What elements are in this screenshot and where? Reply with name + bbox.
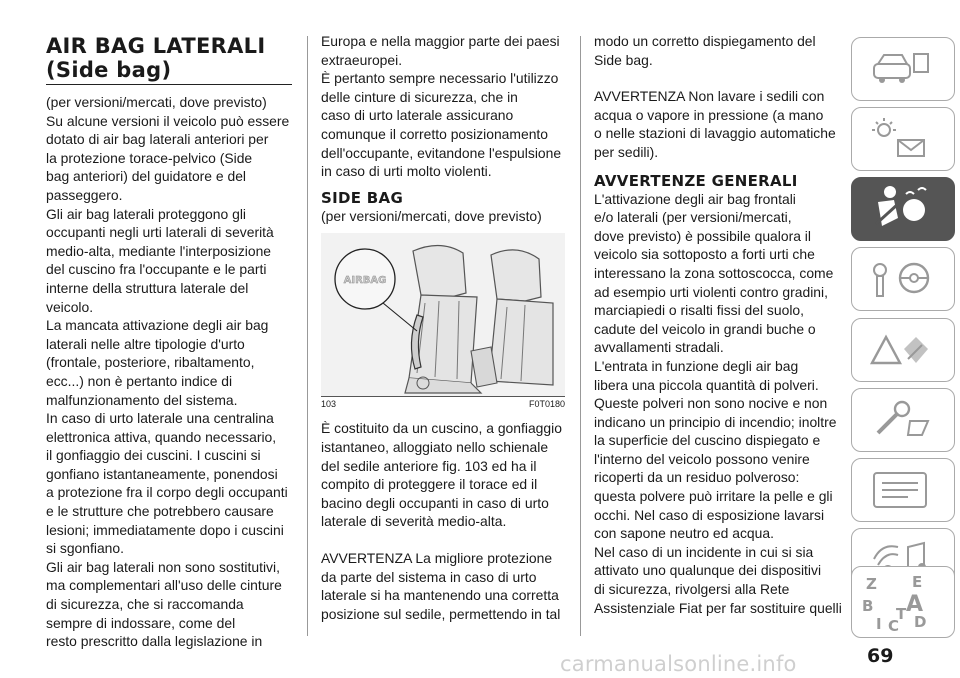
index-letter: Z [866,575,877,593]
text-line: Europa e nella maggior parte dei paesi [321,33,560,49]
column-divider-2 [580,36,581,636]
figure-103 [321,233,565,396]
sidebar-tab-emergency-warning[interactable] [851,318,955,382]
text-line: si sgonfiano. [46,540,124,557]
figure-code: F0T0180 [528,399,565,410]
text-line: comunque il corretto posizionamento [321,125,549,142]
column-3 [594,32,844,617]
text-line: o nelle stazioni di lavaggio automatiche [594,125,836,142]
text-line: acqua o vapore in pressione (a mano [594,106,824,123]
index-letter: T [896,605,907,623]
text-line: laterale di severità medio-alta. [321,513,507,530]
emergency-warning-icon [852,319,948,381]
column-3-body-a [594,32,844,69]
airbag-label: AIRBAG [343,275,387,287]
text-line: occhi. Nel caso di esposizione lavarsi [594,506,825,523]
text-line: la protezione torace-pelvico (Side [46,149,253,166]
text-line: del sedile anteriore fig. 103 ed ha il [321,457,537,474]
text-line: interne della struttura laterale del [46,279,249,296]
text-line: ma complementari all'uso delle cinture [46,577,282,594]
text-line: ricoperti da un residuo polveroso: [594,469,800,486]
text-line: malfunzionamento del sistema. [46,391,238,408]
text-line: a protezione fra il corpo degli occupanti [46,484,288,501]
index-letter: I [876,615,882,633]
text-line: Queste polveri non sono nocive e non [594,395,828,412]
index-letter: B [862,597,874,615]
text-line: dotato di air bag laterali anteriori per [46,131,269,148]
text-line: di sicurezza, rivolgersi alla Rete [594,581,790,598]
text-line: Side bag. [594,51,653,68]
text-line: ecc...) non è pertanto indice di [46,372,233,389]
text-line: istantaneo, alloggiato nello schienale [321,438,549,455]
text-line: L'attivazione degli air bag frontali [594,190,796,207]
index-icon [852,567,948,637]
text-line: interessano la zona sottoscocca, come [594,264,834,281]
text-line: resto prescritto dalla legislazione in [46,633,263,650]
column-divider-1 [307,36,308,636]
text-line: gonfiano istantaneamente, ponendosi [46,465,278,482]
technical-data-icon [852,459,948,521]
text-line: bacino degli occupanti in caso di urto [321,494,549,511]
text-line: modo un corretto dispiegamento del [594,33,816,49]
title-underline [46,84,292,85]
text-line: È pertanto sempre necessario l'utilizzo [321,70,559,87]
text-line: laterali nelle altre tipologie d'urto [46,335,245,352]
text-line: occupanti negli urti laterali di severità [46,224,274,241]
page-number: 69 [867,645,894,667]
text-line: elettronica attiva, quando necessario, [46,428,277,445]
text-line: cadute del veicolo in grandi buche o [594,320,816,337]
text-line: avvallamenti stradali. [594,339,724,356]
text-line: delle cinture di sicurezza, che in [321,88,518,105]
figure-number: 103 [321,399,337,410]
column-2 [321,32,565,623]
text-line: da parte del sistema in caso di urto [321,568,537,585]
car-info-icon [852,38,948,100]
text-line: sempre di indossare, come del [46,614,236,631]
text-line: È costituito da un cuscino, a gonfiaggio [321,420,562,437]
footer-watermark: carmanualsonline.info [560,652,797,676]
sidebar-tab-maintenance-wrench[interactable] [851,388,955,452]
side-bag-heading: SIDE BAG [321,188,404,207]
text-line: passeggero. [46,186,123,203]
text-line: ad esempio urti violenti contro gradini, [594,283,828,300]
text-line: dell'occupante, evitandone l'espulsione [321,144,562,161]
column-2-body-c [321,549,565,623]
sidebar-tab-technical-data[interactable] [851,458,955,522]
index-letter: A [906,592,924,617]
text-line: con sapone neutro ed acqua. [594,525,774,542]
index-letter: C [888,617,900,635]
column-1-body [46,93,296,651]
column-1 [46,34,296,651]
text-line: in caso di urti molto violenti. [321,163,492,180]
text-line: Nel caso di un incidente in cui si sia [594,543,814,560]
warning-lights-icon [852,108,948,170]
text-line: indicano un principio di incendio; inoltre [594,413,837,430]
general-warnings-heading: AVVERTENZE GENERALI [594,171,798,190]
text-line: veicolo. [46,298,94,315]
text-line: attivato uno qualunque dei dispositivi [594,562,822,579]
text-line: la superficie del cuscino dispiegato e [594,432,821,449]
column-2-body-b [321,419,565,531]
section-title [46,34,296,82]
text-line: questa polvere può irritare la pelle e gli [594,488,833,505]
seat-belt-airbag-icon [852,178,948,240]
sidebar-tab-warning-lights[interactable] [851,107,955,171]
text-line: Assistenziale Fiat per far sostituire quelli [594,599,842,616]
sidebar-tab-car-info[interactable] [851,37,955,101]
car-seat-illustration [321,233,565,396]
text-line: (frontale, posteriore, ribaltamento, [46,354,255,371]
text-line: La mancata attivazione degli air bag [46,317,269,334]
column-3-body-b [594,87,844,161]
text-line: L'entrata in funzione degli air bag [594,357,799,374]
text-line: l'interno del veicolo possono venire [594,450,810,467]
column-2-body-a [321,32,565,181]
section-title-line-1: AIR BAG LATERALI [46,34,266,58]
side-bag-subheading: (per versioni/mercati, dove previsto) [321,207,542,224]
text-line: AVVERTENZA La migliore protezione [321,549,553,566]
text-line: il gonfiaggio dei cuscini. I cuscini si [46,447,261,464]
sidebar-tab-key-steering[interactable] [851,247,955,311]
text-line: marciapiedi o risalti fissi del suolo, [594,302,804,319]
text-line: Su alcune versioni il veicolo può essere [46,112,290,129]
text-line: AVVERTENZA Non lavare i sedili con [594,88,825,105]
text-line: bag anteriori) del guidatore e del [46,168,247,185]
text-line: posizione sul sedile, permettendo in tal [321,605,561,622]
index-letter: E [912,573,923,591]
text-line: In caso di urto laterale una centralina [46,410,274,427]
text-line: laterale si ha mantenendo una corretta [321,587,559,604]
text-line: per sedili). [594,143,659,160]
text-line: caso di urto laterale assicurano [321,107,514,124]
text-line: libera una piccola quantità di polveri. [594,376,819,393]
maintenance-wrench-icon [852,389,948,451]
index-letter: D [914,613,927,631]
text-line: del cuscino fra l'occupante e le parti [46,261,267,278]
section-title-line-2: (Side bag) [46,58,172,82]
sidebar-tab-index[interactable] [851,566,955,638]
column-3-body-c [594,190,844,618]
text-line: extraeuropei. [321,51,403,68]
text-line: e/o laterali (per versioni/mercati, [594,209,792,226]
text-line: compito di proteggere il torace ed il [321,476,538,493]
text-line: Gli air bag laterali proteggono gli [46,205,246,222]
text-line: Gli air bag laterali non sono sostitutivi, [46,558,280,575]
key-steering-icon [852,248,948,310]
text-line: e le strutture che potrebbero causare [46,503,274,520]
text-line: di sicurezza, che si raccomanda [46,596,244,613]
text-line: dove previsto) è possibile qualora il [594,227,811,244]
figure-caption [321,397,565,411]
text-line: medio-alta, mediante l'interposizione [46,242,272,259]
text-line: lesioni; immediatamente dopo i cuscini [46,521,284,538]
text-line: (per versioni/mercati, dove previsto) [46,94,267,110]
text-line: veicolo sia sottoposto a forti urti che [594,246,815,263]
sidebar-tab-seat-belt-airbag[interactable] [851,177,955,241]
